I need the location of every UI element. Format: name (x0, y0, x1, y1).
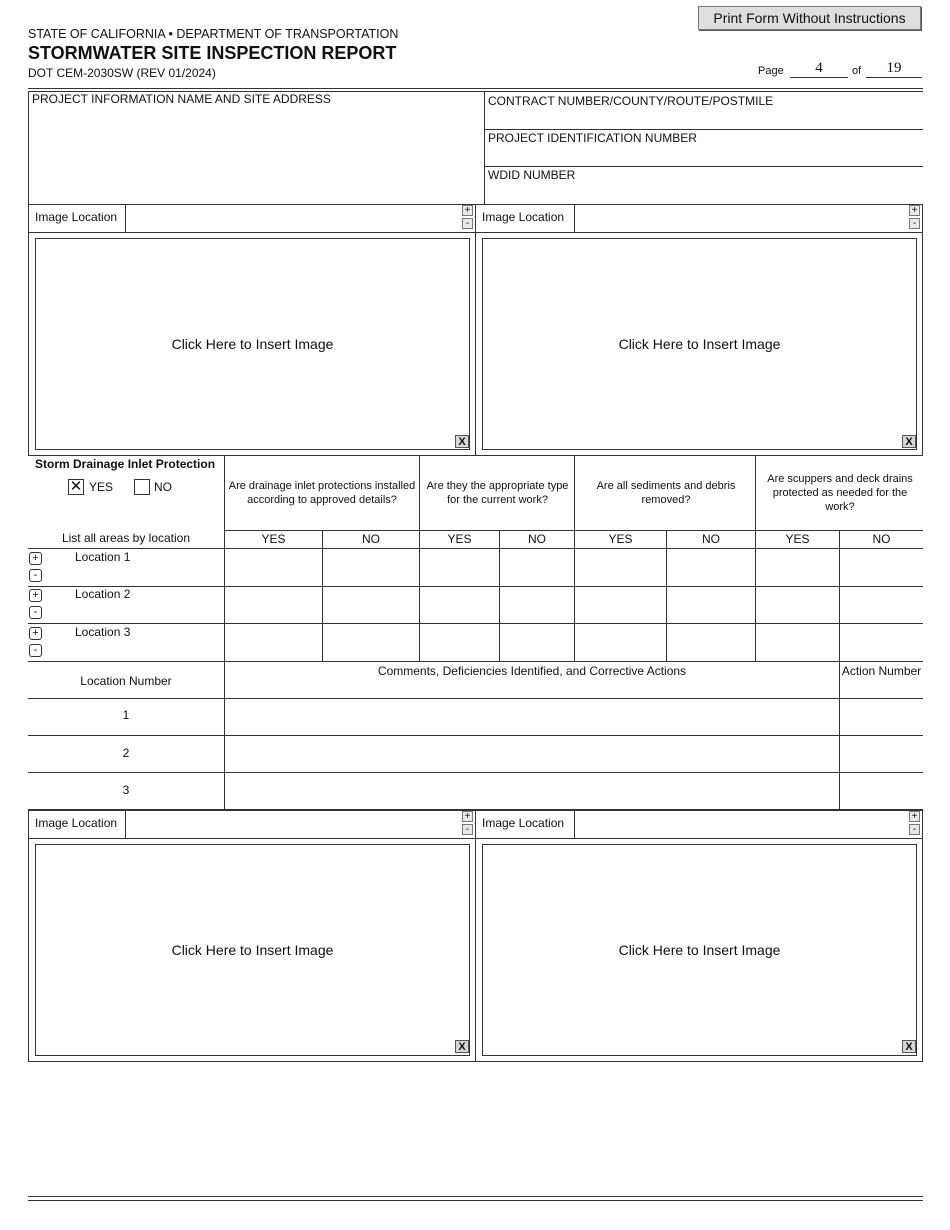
remove-image-panel-button[interactable]: - (462, 824, 473, 835)
answer-cell[interactable] (840, 587, 923, 623)
action-number-field[interactable] (840, 736, 923, 772)
add-location-button[interactable]: + (29, 589, 42, 602)
image-location-input[interactable] (127, 812, 459, 837)
contract-number-field[interactable] (486, 110, 922, 129)
answer-cell[interactable] (500, 549, 574, 586)
project-name-label: PROJECT INFORMATION NAME AND SITE ADDRESS (32, 92, 331, 106)
of-label: of (852, 65, 862, 77)
remove-image-panel-button[interactable]: - (462, 218, 473, 229)
wdid-number-label: WDID NUMBER (488, 168, 576, 182)
comment-field[interactable] (225, 773, 839, 809)
insert-image-area[interactable]: Click Here to Insert Image (482, 844, 917, 1056)
comments-label: Comments, Deficiencies Identified, and Corrective Actions (377, 664, 687, 678)
answer-cell[interactable] (420, 549, 499, 586)
location-label: Location 2 (75, 587, 131, 601)
form-title: STORMWATER SITE INSPECTION REPORT (28, 43, 397, 63)
question-4: Are scuppers and deck drains protected as needed for the work? (767, 473, 913, 513)
col-yes-1: YES (261, 532, 286, 546)
location-number: 3 (122, 783, 130, 797)
clear-image-button[interactable]: X (455, 435, 469, 448)
add-location-button[interactable]: + (29, 552, 42, 565)
location-label: Location 1 (75, 550, 131, 564)
page-label: Page (758, 65, 784, 77)
inlet-yes-label: YES (89, 480, 114, 494)
col-no-4: NO (872, 532, 891, 546)
project-name-field[interactable] (30, 108, 482, 202)
col-no-1: NO (362, 532, 380, 546)
inlet-no-label: NO (154, 480, 172, 494)
comment-field[interactable] (225, 736, 839, 772)
image-location-label: Image Location (482, 210, 565, 224)
remove-image-panel-button[interactable]: - (909, 218, 920, 229)
answer-cell[interactable] (225, 624, 322, 661)
image-location-label: Image Location (482, 816, 565, 830)
col-yes-2: YES (447, 532, 472, 546)
answer-cell[interactable] (756, 549, 839, 586)
answer-cell[interactable] (840, 549, 923, 586)
project-id-field[interactable] (486, 147, 922, 166)
image-location-label: Image Location (35, 816, 118, 830)
page-number-field[interactable]: 4 (790, 60, 848, 78)
answer-cell[interactable] (667, 549, 755, 586)
insert-image-area[interactable]: Click Here to Insert Image (35, 238, 470, 450)
answer-cell[interactable] (323, 587, 419, 623)
inlet-no-checkbox[interactable] (134, 479, 150, 495)
answer-cell[interactable] (225, 549, 322, 586)
col-no-2: NO (528, 532, 546, 546)
insert-image-area[interactable]: Click Here to Insert Image (482, 238, 917, 450)
answer-cell[interactable] (500, 624, 574, 661)
col-yes-3: YES (608, 532, 633, 546)
answer-cell[interactable] (225, 587, 322, 623)
footer-rule (28, 1196, 923, 1197)
image-location-input[interactable] (127, 206, 459, 231)
answer-cell[interactable] (420, 587, 499, 623)
add-image-button[interactable]: + (909, 205, 920, 216)
col-no-3: NO (702, 532, 720, 546)
answer-cell[interactable] (667, 624, 755, 661)
clear-image-button[interactable]: X (455, 1040, 469, 1053)
action-number-field[interactable] (840, 773, 923, 809)
answer-cell[interactable] (756, 587, 839, 623)
question-2: Are they the appropriate type for the current work? (426, 480, 569, 506)
add-image-button[interactable]: + (909, 811, 920, 822)
location-number: 1 (122, 708, 130, 722)
comment-field[interactable] (225, 699, 839, 735)
question-3: Are all sediments and debris removed? (596, 480, 736, 506)
remove-location-button[interactable]: - (29, 644, 42, 657)
wdid-number-field[interactable] (486, 184, 922, 203)
clear-image-button[interactable]: X (902, 1040, 916, 1053)
answer-cell[interactable] (756, 624, 839, 661)
location-number-label: Location Number (80, 674, 172, 688)
question-1: Are drainage inlet protections installed according to approved details? (228, 480, 416, 506)
answer-cell[interactable] (500, 587, 574, 623)
remove-image-panel-button[interactable]: - (909, 824, 920, 835)
list-areas-label: List all areas by location (61, 531, 191, 545)
answer-cell[interactable] (575, 624, 666, 661)
location-label: Location 3 (75, 625, 131, 639)
inlet-section-title: Storm Drainage Inlet Protection (35, 457, 216, 471)
answer-cell[interactable] (323, 624, 419, 661)
form-id: DOT CEM-2030SW (REV 01/2024) (28, 66, 216, 80)
page-total-field[interactable]: 19 (866, 60, 922, 78)
action-number-label: Action Number (841, 664, 922, 678)
remove-location-button[interactable]: - (29, 569, 42, 582)
add-image-button[interactable]: + (462, 811, 473, 822)
col-yes-4: YES (785, 532, 810, 546)
inlet-yes-checkbox[interactable]: ✕ (69, 478, 83, 495)
footer-rule (28, 1200, 923, 1201)
image-location-label: Image Location (35, 210, 118, 224)
action-number-field[interactable] (840, 699, 923, 735)
image-location-input[interactable] (576, 206, 906, 231)
agency-name: STATE OF CALIFORNIA • DEPARTMENT OF TRANSPORTATION (28, 27, 399, 41)
clear-image-button[interactable]: X (902, 435, 916, 448)
print-form-button[interactable]: Print Form Without Instructions (698, 6, 921, 30)
answer-cell[interactable] (667, 587, 755, 623)
project-id-label: PROJECT IDENTIFICATION NUMBER (488, 131, 697, 145)
image-location-input[interactable] (576, 812, 906, 837)
answer-cell[interactable] (575, 549, 666, 586)
contract-number-label: CONTRACT NUMBER/COUNTY/ROUTE/POSTMILE (488, 94, 774, 108)
remove-location-button[interactable]: - (29, 606, 42, 619)
answer-cell[interactable] (575, 587, 666, 623)
add-location-button[interactable]: + (29, 627, 42, 640)
answer-cell[interactable] (840, 624, 923, 661)
add-image-button[interactable]: + (462, 205, 473, 216)
insert-image-area[interactable]: Click Here to Insert Image (35, 844, 470, 1056)
answer-cell[interactable] (420, 624, 499, 661)
header-rule (28, 88, 923, 89)
location-number: 2 (122, 746, 130, 760)
answer-cell[interactable] (323, 549, 419, 586)
